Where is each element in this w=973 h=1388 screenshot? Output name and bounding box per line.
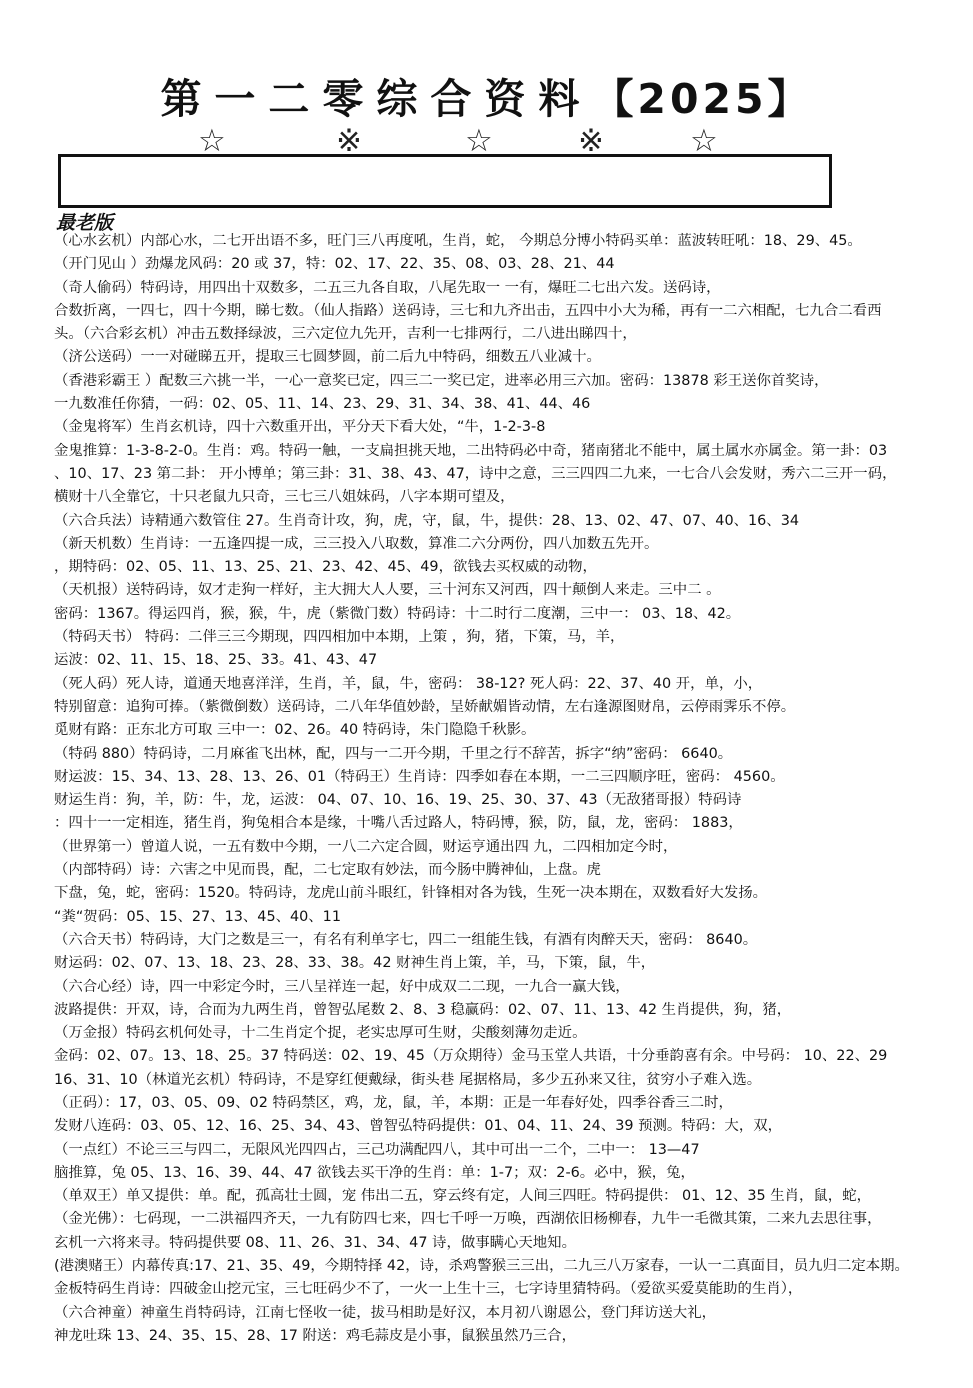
page-title <box>0 66 973 125</box>
text-line: （死人码）死人诗，道通天地喜洋洋，生肖，羊，鼠，牛，密码： 38-12? 死人码：22、37、40 开，单，小， <box>54 675 763 692</box>
text-line: 脑推算，兔 05、13、16、39、44、47 欲钱去买干净的生肖：单：1-7；双：2-6。必中，猴，兔， <box>54 1164 695 1181</box>
star-icon: ☆ <box>465 123 493 159</box>
text-line: 一九数准任你猜，一码：02、05、11、14、23、29、31、34、38、41、44、46 <box>54 396 591 413</box>
text-line: （世界第一）曾道人说，一五有数中今期，一八二六定合圆，财运亨通出四 九，二四相加定今时， <box>54 838 678 855</box>
text-line: （香港彩霸王 ）配数三六挑一半，一心一意奖已定，四三二一奖已定，进率必用三六加。密码：13878 彩王送你首奖诗， <box>54 372 829 389</box>
reference-mark-icon: ※ <box>336 123 362 159</box>
star-icon: ☆ <box>690 123 718 159</box>
text-line: （正码）：17，03、05、09、02 特码禁区，鸡，龙，鼠，羊，本期：正是一年春好处，四季谷香三二时， <box>54 1094 733 1111</box>
text-line: ：四十一一定相连，猪生肖，狗兔相合本是缘，十嘴八舌过路人，特码博，猴，防，鼠，龙，密码： 1883， <box>54 815 743 832</box>
text-line: 波路提供：开双，诗，合而为九两生肖，曾智弘尾数 2、8、3 稳赢码：02、07、11、13、42 生肖提供，狗，猪， <box>54 1001 792 1018</box>
text-line: 金鬼推算：1-3-8-2-0。生肖：鸡。特码一触，一支扁担挑天地，二出特码必中奇，猪南猪北不能中，属土属水亦属金。第一卦：03 <box>54 442 888 459</box>
text-line: 合数折离，一四七，四十今期，睇七数。（仙人指路）送码诗，三七和九齐出击，五四中小大为稀，再有一二六相配，七九合二看西 <box>54 302 882 319</box>
text-line: 横财十八全靠它，十只老鼠九只奇，三七三八姐妹码，八字本期可望及， <box>54 489 515 506</box>
text-line: 下盘，兔，蛇，密码：1520。特码诗，龙虎山前斗眼红，针锋相对各为钱，生死一决本期在，双数看好大发扬。 <box>54 885 767 902</box>
star-icon: ☆ <box>198 123 226 159</box>
text-line: （济公送码）一一对碰睇五开，提取三七圆梦圆，前二后九中特码，细数五八业减十。 <box>54 349 601 366</box>
text-line: （特码天书） 特码：二伴三三今期现，四四相加中本期，上策 ，狗，猪，下策，马，羊， <box>54 629 625 646</box>
text-line: （六合天书）特码诗，大门之数是三一，有名有利单字七，四二一组能生钱，有酒有肉醉天天，密码： 8640。 <box>54 931 758 948</box>
text-line: 财运生肖：狗，羊，防：牛，龙，运波： 04、07、10、16、19、25、30、37、43（无敌猪哥报）特码诗 <box>54 792 742 809</box>
title-year: 【2025】 <box>592 75 813 123</box>
text-line: 财运码：02、07、13、18、23、28、33、38。42 财神生肖上策，羊，马，下策，鼠，牛， <box>54 955 656 972</box>
text-line: 、10、17、23 第二卦： 开小博单；第三卦：31、38、43、47，诗中之意，三三四四二九来，一七合八会发财，秀六二三开一码， <box>54 465 897 482</box>
text-line: （天机报）送特码诗，奴才走狗一样好，主大拥大人人要，三十河东又河西，四十颠倒人来走。三中二 。 <box>54 582 721 599</box>
text-line: （奇人偷码）特码诗，用四出十双数多，二五三九各自取，八尾先取一 一有，爆旺二七出六发。送码诗， <box>54 279 721 296</box>
text-line: （六合心经）诗，四一中彩定今时，三八呈祥连一起，好中成双二二现，一九合一赢大钱， <box>54 978 630 995</box>
reference-mark-icon: ※ <box>578 123 604 159</box>
text-line: (港澳赌王）内幕传真:17、21、35、49，今期特择 42，诗，杀鸡警猴三三出，二九三八万家春，一认一二真面目，员九归二定本期。 <box>54 1258 909 1275</box>
text-line: （心水玄机）内部心水，二七开出语不多，旺门三八再度吼，生肖，蛇， 今期总分博小特码买单：蓝波转旺吼：18、29、45。 <box>54 233 862 249</box>
text-line: 运波：02、11、15、18、25、33。41、43、47 <box>54 652 378 669</box>
text-line: （金光佛）：七码现，一二洪福四齐天，一九有防四七来，四七千呼一万唤，西湖依旧杨柳春，九牛一毛微其策，二来九去思往事， <box>54 1211 882 1228</box>
text-line: （内部特码）诗：六害之中见而畏，配，二七定取有妙法，而今肠中腾神仙，上盘。虎 <box>54 862 601 879</box>
text-line: 玄机一六将来寻。特码提供要 08、11、26、31、34、47 诗，做事瞒心天地知。 <box>54 1234 576 1251</box>
text-line: （金鬼将军）生肖玄机诗，四十六数重开出，平分天下看大处，“牛，1-2-3-8 <box>54 419 546 436</box>
text-line: 发财八连码：03、05、12、16、25、34、43、曾智弘特码提供：01、04、11、24、39 预测。特码：大，双， <box>54 1118 782 1135</box>
text-line: 神龙吐珠 13、24、35、15、28、17 附送：鸡毛蒜皮是小事，鼠猴虽然乃三合， <box>54 1327 576 1344</box>
text-line: （单双王）单又提供：单。配，孤高壮士圆，宠 伟出二五，穿云终有定，人间三四旺。特码提供： 01、12、35 生肖，鼠，蛇， <box>54 1188 871 1205</box>
text-line: （万金报）特码玄机何处寻，十二生肖定个捉，老实忠厚可生财，尖酸刻薄勿走近。 <box>54 1025 587 1042</box>
text-line: （一点红）不论三三与四二，无限风光四四占，三己功满配四八，其中可出一二个，二中一： 13—47 <box>54 1141 700 1158</box>
text-line: 财运波：15、34、13、28、13、26、01（特码王）生肖诗：四季如春在本期，一二三四顺序旺，密码： 4560。 <box>54 768 785 785</box>
text-line: 16、31、10（林道光玄机）特码诗，不是穿红便戴绿，街头巷 尾据格局，多少五孙来又往，贫穷小子难入选。 <box>54 1071 762 1088</box>
content-lines <box>54 230 969 1348</box>
text-line: “粪“贺码：05、15、27、13、45、40、11 <box>54 908 341 925</box>
star-divider <box>0 124 973 158</box>
text-line: 特别留意：追狗可捧。（紫微倒数）送码诗，二八年华值妙龄，呈娇献媚皆动情，左右逢源图财帛，云停雨霁乐不停。 <box>54 698 796 715</box>
text-line: 头。（六合彩玄机）冲击五数择绿波，三六定位九先开，吉利一七排两行，二八进出睇四十， <box>54 326 637 343</box>
text-line: 金码：02、07。13、18、25。37 特码送：02、19、45（万众期待）金马玉堂人共语，十分垂韵喜有余。中号码： 10、22、29 <box>54 1048 888 1065</box>
text-line: 觅财有路：正东北方可取 三中一：02、26。40 特码诗，朱门隐隐千秋影。 <box>54 722 536 739</box>
text-line: （开门见山 ）劲爆龙风码：20 或 37，特：02、17、22、35、08、03、28、21、44 <box>54 256 615 273</box>
text-line: （新天机数）生肖诗：一五逢四提一成，三三投入八取数，算准二六分两份，四八加数五先开。 <box>54 535 659 552</box>
text-line: （特码 880）特码诗，二月麻雀飞出林，配，四与一二开今期，千里之行不辞苦，拆字“纳”密码： 6640。 <box>54 745 733 762</box>
text-line: （六合兵法）诗精通六数管住 27。生肖奇计攻，狗，虎，守，鼠，牛，提供：28、13、02、47、07、40、16、34 <box>54 512 800 529</box>
text-line: （六合神童）神童生肖特码诗，江南七怪收一徒，拔马相助是好汉，本月初八谢恩公，登门拜访送大礼， <box>54 1304 716 1321</box>
text-line: 金板特码生肖诗：四破金山挖元宝，三七旺码少不了，一火一上生十三，七字诗里猜特码。（爱欲买爱莫能助的生肖）， <box>54 1281 803 1298</box>
text-line: ，期特码：02、05、11、13、25、21、23、42、45、49，欲钱去买权威的动物， <box>54 559 597 576</box>
edition-label: 最老版 <box>56 212 114 234</box>
text-line: 密码：1367。得运四肖，猴，猴，牛，虎（紫微门数）特码诗：十二时行二度潮，三中一： 03、18、42。 <box>54 605 741 622</box>
title-text: 第一二零综合资料 <box>160 75 593 123</box>
blank-banner-box <box>58 154 832 208</box>
